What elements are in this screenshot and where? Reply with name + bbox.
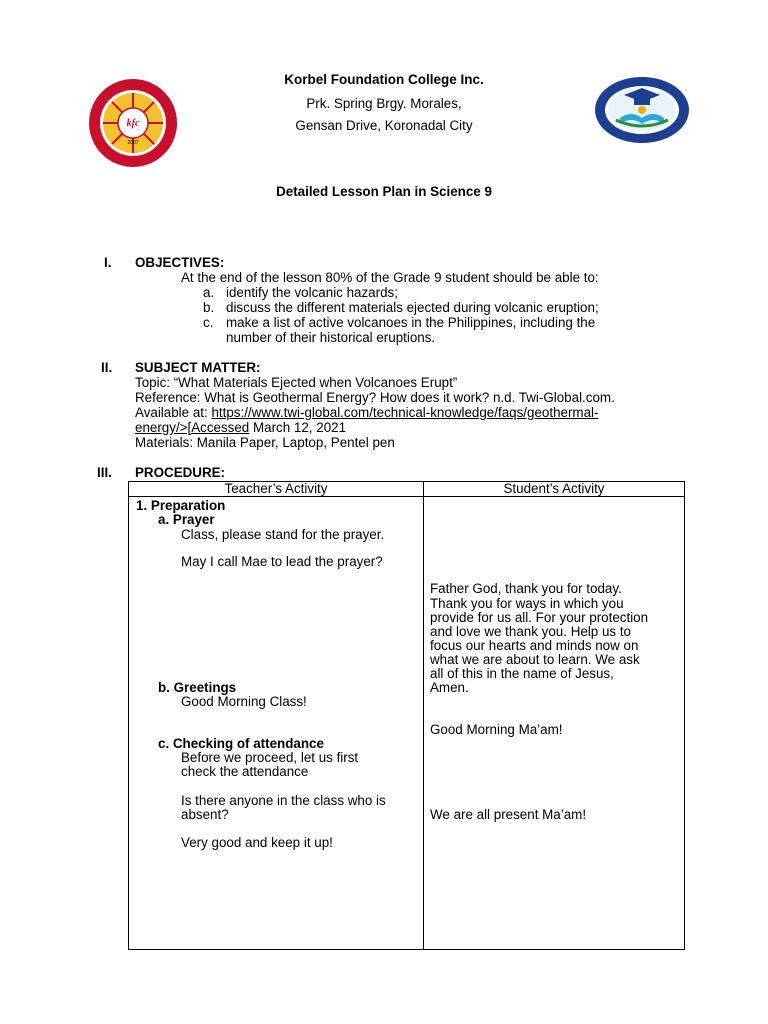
objectives-heading: OBJECTIVES: (135, 255, 225, 270)
attendance-student: We are all present Ma’am! (430, 807, 587, 822)
student-activity-header: Student’s Activity (424, 482, 685, 497)
greetings-label: b. Greetings (158, 680, 237, 695)
prayer-student-line: Amen. (430, 680, 469, 695)
objective-text-a: identify the volcanic hazards; (226, 285, 398, 300)
address-line-2: Gensan Drive, Koronadal City (295, 118, 473, 133)
prayer-student-line: all of this in the name of Jesus, (430, 666, 614, 681)
objective-letter-b: b. (203, 300, 215, 315)
prayer-student-line: Father God, thank you for today. (430, 581, 622, 596)
attendance-teacher-3: Very good and keep it up! (181, 835, 333, 850)
objective-text-c-cont: number of their historical eruptions. (226, 330, 436, 345)
prayer-label: a. Prayer (158, 512, 215, 527)
reference-link[interactable]: https://www.twi-global.com/technical-knowledge/faqs/geothermal- (211, 405, 599, 420)
objectives-numeral: I. (104, 255, 112, 270)
address-line-1: Prk. Spring Brgy. Morales, (306, 96, 462, 111)
svg-text:kfc: kfc (126, 118, 140, 129)
subject-reference: Reference: What is Geothermal Energy? How does it work? n.d. Twi-Global.com. (135, 390, 615, 405)
procedure-numeral: III. (97, 465, 112, 480)
prayer-student-line: focus our hearts and minds now on (430, 638, 639, 653)
attendance-teacher-1b: check the attendance (181, 764, 309, 779)
subject-available (135, 405, 598, 420)
prayer-teacher-1: Class, please stand for the prayer. (181, 527, 385, 542)
greetings-student: Good Morning Ma’am! (430, 722, 563, 737)
attendance-teacher-2b: absent? (181, 807, 229, 822)
objective-text-b: discuss the different materials ejected during volcanic eruption; (226, 300, 599, 315)
objective-text-c: make a list of active volcanoes in the Philippines, including the (226, 315, 596, 330)
subject-heading: SUBJECT MATTER: (135, 360, 261, 375)
objective-letter-a: a. (203, 285, 215, 300)
attendance-label: c. Checking of attendance (158, 736, 324, 751)
procedure-header-row (129, 482, 685, 497)
prayer-student-line: Thank you for ways in which you (430, 596, 624, 611)
attendance-teacher-1a: Before we proceed, let us first (181, 750, 359, 765)
student-activity-cell (424, 497, 685, 950)
reference-link-cont[interactable]: energy/>[Accessed (135, 420, 250, 435)
objective-letter-c: c. (203, 315, 214, 330)
subject-numeral: II. (101, 360, 113, 375)
section-preparation: 1. Preparation (136, 498, 226, 513)
objectives-intro: At the end of the lesson 80% of the Grade 9 student should be able to: (181, 270, 599, 285)
subject-topic: Topic: “What Materials Ejected when Volcanoes Erupt” (135, 375, 458, 390)
attendance-teacher-2a: Is there anyone in the class who is (181, 793, 386, 808)
prayer-teacher-2: May I call Mae to lead the prayer? (181, 554, 383, 569)
prayer-student-line: what we are about to learn. We ask (430, 652, 640, 667)
college-name: Korbel Foundation College Inc. (284, 72, 484, 87)
cte-seal-logo (594, 76, 690, 144)
procedure-heading: PROCEDURE: (135, 465, 226, 480)
subject-materials: Materials: Manila Paper, Laptop, Pentel pen (135, 435, 395, 450)
document-title: Detailed Lesson Plan in Science 9 (276, 184, 492, 199)
available-prefix: Available at: (135, 405, 212, 420)
subject-accessed (135, 420, 346, 435)
accessed-date: March 12, 2021 (249, 420, 347, 435)
teacher-activity-header: Teacher’s Activity (129, 482, 424, 497)
teacher-activity-cell (129, 497, 424, 950)
prayer-student-line: and love we thank you. Help us to (430, 624, 631, 639)
procedure-table (128, 481, 685, 950)
prayer-student-line: provide for us all. For your protection (430, 610, 649, 625)
procedure-body-row (129, 497, 685, 950)
svg-text:2007: 2007 (127, 140, 139, 146)
greetings-teacher-1: Good Morning Class! (181, 694, 307, 709)
